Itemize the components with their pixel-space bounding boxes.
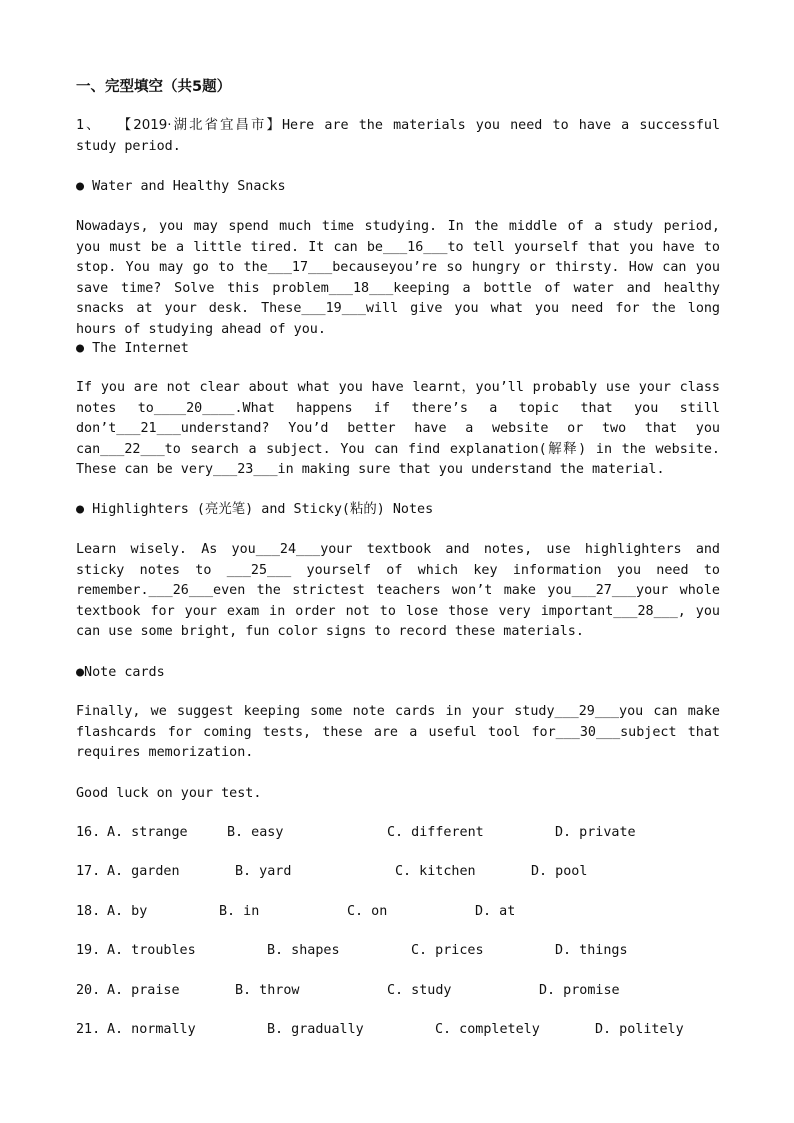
option-number: 21. — [76, 1022, 101, 1037]
question-intro-text: Here are the materials you need to have a successful study period. — [76, 118, 721, 154]
paragraph-internet: If you are not clear about what you have learnt，you’ll probably use your class notes to____20____.What happens if there’s a topic that you still don’t___21___understand? You’d better have a website or two that you can___22___to search a subject. You can find explanation(解释) in the website. These can be very___23___in making sure that you understand the material. — [76, 380, 720, 478]
option-b: B. gradually — [267, 1022, 364, 1037]
option-c: C. completely — [435, 1022, 540, 1037]
option-b: B. yard — [235, 864, 292, 879]
option-row — [76, 862, 736, 882]
section-heading-highlighters: ● Highlighters (亮光笔) and Sticky(粘的) Notes — [76, 502, 434, 517]
option-b: B. throw — [235, 983, 300, 998]
option-b: B. easy — [227, 825, 284, 840]
option-row — [76, 981, 736, 1001]
option-number: 17. — [76, 864, 101, 879]
option-row — [76, 902, 736, 922]
question-intro — [76, 116, 720, 157]
option-a: A. normally — [107, 1022, 196, 1037]
option-a: A. praise — [107, 983, 180, 998]
option-b: B. shapes — [267, 943, 340, 958]
option-c: C. study — [387, 983, 452, 998]
option-d: D. private — [555, 825, 636, 840]
closing-line: Good luck on your test. — [76, 786, 262, 801]
paragraph-water: Nowadays, you may spend much time studying. In the middle of a study period, you must be a little tired. It can be___16___to tell yourself that you have to stop. You may go to the___17___becauseyou’re so hungry or thirsty. How can you save time? Solve this problem___18___keeping a bottle of water and healthy snacks at your desk. These___19___will give you what you need for the long hours of studying ahead of you. — [76, 219, 720, 337]
option-a: A. garden — [107, 864, 180, 879]
option-row — [76, 823, 736, 843]
option-d: D. things — [555, 943, 628, 958]
section-heading-water: ● Water and Healthy Snacks — [76, 179, 286, 194]
option-number: 16. — [76, 825, 101, 840]
option-a: A. troubles — [107, 943, 196, 958]
question-source: 【2019·湖北省宜昌市】 — [115, 118, 282, 133]
section-title: 一、完型填空（共5题） — [76, 79, 232, 95]
option-number: 18. — [76, 904, 101, 919]
option-c: C. prices — [411, 943, 484, 958]
option-d: D. at — [475, 904, 516, 919]
option-row — [76, 1020, 736, 1040]
option-c: C. different — [387, 825, 484, 840]
option-row — [76, 941, 736, 961]
section-heading-note-cards: ●Note cards — [76, 665, 165, 680]
paragraph-note-cards: Finally, we suggest keeping some note cards in your study___29___you can make flashcards for coming tests, these are a useful tool for___30___subject that requires memorization. — [76, 704, 720, 761]
section-heading-internet: ● The Internet — [76, 341, 189, 356]
option-b: B. in — [219, 904, 260, 919]
paragraph-highlighters: Learn wisely. As you___24___your textbook and notes, use highlighters and sticky notes to ___25___ yourself of which key information you need to remember.___26___even the strictest teachers won’t make you___27___your whole textbook for your exam in order not to lose those very important___28___, you can use some bright, fun color signs to record these materials. — [76, 542, 720, 640]
option-d: D. politely — [595, 1022, 684, 1037]
option-number: 19. — [76, 943, 101, 958]
option-c: C. on — [347, 904, 388, 919]
option-a: A. strange — [107, 825, 188, 840]
option-d: D. pool — [531, 864, 588, 879]
option-number: 20. — [76, 983, 101, 998]
option-a: A. by — [107, 904, 148, 919]
option-c: C. kitchen — [395, 864, 476, 879]
question-number: 1、 — [76, 118, 102, 133]
option-d: D. promise — [539, 983, 620, 998]
